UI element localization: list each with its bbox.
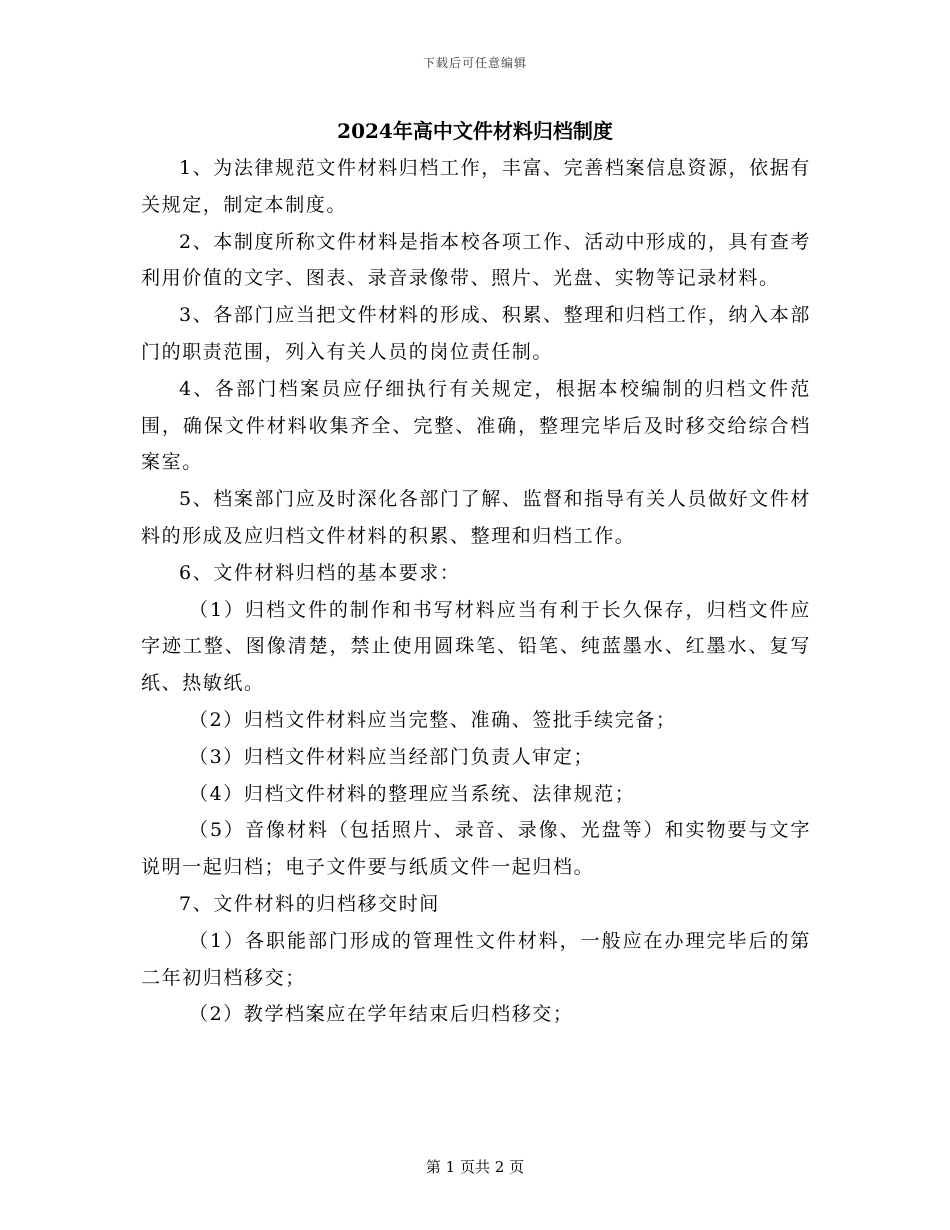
paragraph: 5、档案部门应及时深化各部门了解、监督和指导有关人员做好文件材料的形成及应归档文件材料的积累、整理和归档工作。 <box>141 488 811 547</box>
sub-paragraph: （5）音像材料（包括照片、录音、录像、光盘等）和实物要与文字说明一起归档；电子文件要与纸质文件一起归档。 <box>141 819 811 879</box>
document-title: 2024年高中文件材料归档制度 <box>337 119 613 143</box>
sub-paragraph: （1）各职能部门形成的管理性文件材料，一般应在办理完毕后的第二年初归档移交； <box>141 929 811 989</box>
paragraph: 2、本制度所称文件材料是指本校各项工作、活动中形成的，具有查考利用价值的文字、图表、录音录像带、照片、光盘、实物等记录材料。 <box>141 230 811 290</box>
sub-paragraph: （2）教学档案应在学年结束后归档移交； <box>189 1003 574 1026</box>
sub-paragraph: （2）归档文件材料应当完整、准确、签批手续完备； <box>189 708 677 731</box>
sub-paragraph: （4）归档文件材料的整理应当系统、法律规范； <box>189 782 636 805</box>
sub-paragraph: （1）归档文件的制作和书写材料应当有利于长久保存，归档文件应字迹工整、图像清楚，禁止使用圆珠笔、铅笔、纯蓝墨水、红墨水、复写纸、热敏纸。 <box>141 598 811 695</box>
document-body <box>141 150 811 1033</box>
paragraph: 6、文件材料归档的基本要求： <box>179 561 461 584</box>
paragraph: 1、为法律规范文件材料归档工作，丰富、完善档案信息资源，依据有关规定，制定本制度。 <box>141 157 811 216</box>
page-header: 下载后可任意编辑 <box>422 56 527 70</box>
page-footer: 第 1 页共 2 页 <box>425 1158 525 1176</box>
paragraph: 7、文件材料的归档移交时间 <box>179 892 440 915</box>
sub-paragraph: （3）归档文件材料应当经部门负责人审定； <box>189 745 595 768</box>
paragraph: 3、各部门应当把文件材料的形成、积累、整理和归档工作，纳入本部门的职责范围，列入有关人员的岗位责任制。 <box>141 304 811 363</box>
paragraph: 4、各部门档案员应仔细执行有关规定，根据本校编制的归档文件范围，确保文件材料收集齐全、完整、准确，整理完毕后及时移交给综合档案室。 <box>141 377 811 474</box>
